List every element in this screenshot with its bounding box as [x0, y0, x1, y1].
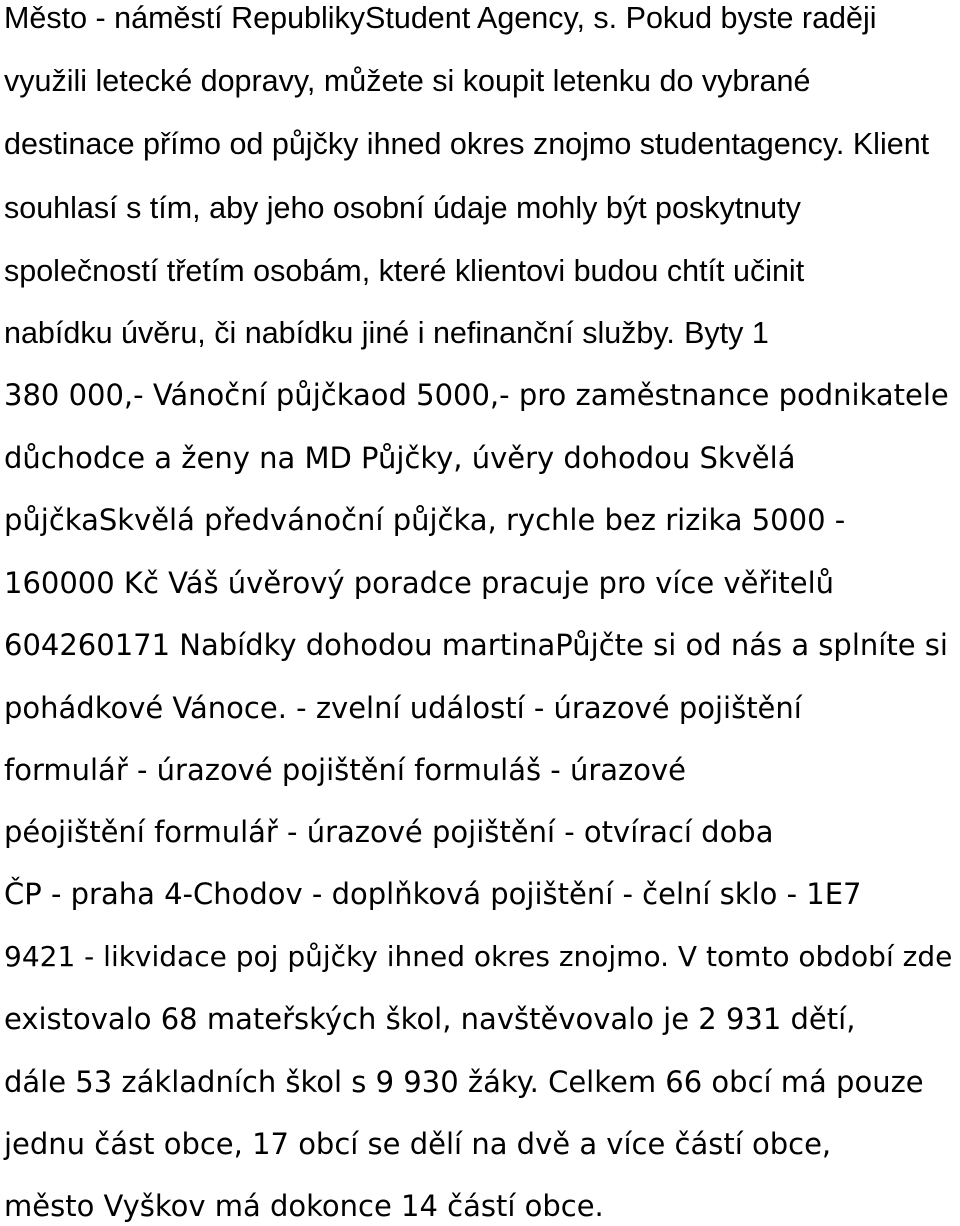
text-line: důchodce a ženy na MD Půjčky, úvěry dohodou Skvělá	[4, 441, 796, 475]
text-segment: V tomto období zde	[677, 940, 953, 973]
text-segment: 9421 - likvidace poj půjčky ihned okres znojmo.	[4, 940, 669, 973]
text-line: pohádkové Vánoce. - zvelní událostí - úrazové pojištění	[4, 691, 802, 725]
text-line: 160000 Kč Váš úvěrový poradce pracuje pro více věřitelů	[4, 566, 835, 600]
text-line: péojištění formulář - úrazové pojištění - otvírací doba	[4, 815, 774, 849]
text-line: dále 53 základních škol s 9 930 žáky. Celkem 66 obcí má pouze	[4, 1065, 924, 1099]
text-segment: Byty 1	[684, 316, 769, 350]
text-line: jednu část obce, 17 obcí se dělí na dvě a více částí obce,	[4, 1127, 832, 1161]
text-line	[4, 937, 952, 977]
text-line: existovalo 68 mateřských škol, navštěvovalo je 2 931 dětí,	[4, 1002, 856, 1036]
text-line: destinace přímo od půjčky ihned okres znojmo studentagency. Klient	[4, 127, 930, 161]
text-line	[4, 313, 769, 353]
text-line: formulář - úrazové pojištění formuláš - úrazové	[4, 753, 687, 787]
text-line: město Vyškov má dokonce 14 částí obce.	[4, 1189, 604, 1223]
text-segment: nabídku úvěru, či nabídku jiné i nefinanční služby.	[4, 316, 675, 350]
text-line: společností třetím osobám, které klientovi budou chtít učinit	[4, 254, 805, 288]
text-line: půjčkaSkvělá předvánoční půjčka, rychle bez rizika 5000 -	[4, 503, 846, 537]
text-line: 380 000,- Vánoční půjčkaod 5000,- pro zaměstnance podnikatele	[4, 378, 949, 412]
text-line: ČP - praha 4-Chodov - doplňková pojištění - čelní sklo - 1E7	[4, 877, 862, 911]
text-line: souhlasí s tím, aby jeho osobní údaje mohly být poskytnuty	[4, 191, 801, 225]
text-line: 604260171 Nabídky dohodou martinaPůjčte si od nás a splníte si	[4, 628, 948, 662]
text-line: využili letecké dopravy, můžete si koupit letenku do vybrané	[4, 64, 811, 98]
text-line: Město - náměstí RepublikyStudent Agency, s. Pokud byste raději	[4, 1, 877, 35]
